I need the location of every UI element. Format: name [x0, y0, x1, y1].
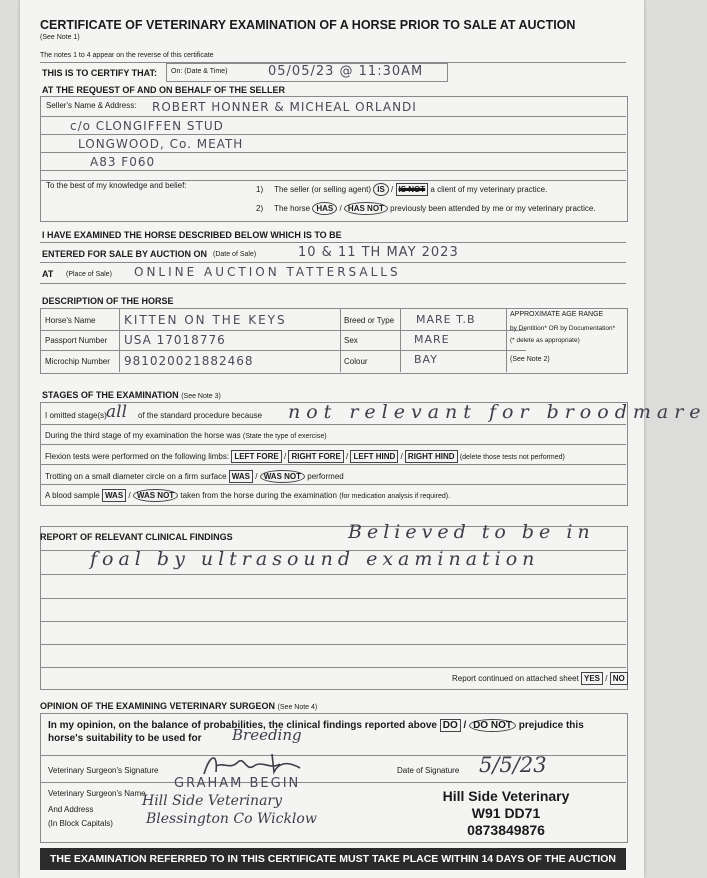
- blood-was[interactable]: WAS: [102, 489, 126, 502]
- date-of-sale: 10 & 11 TH MAY 2023: [298, 245, 459, 260]
- description-heading: DESCRIPTION OF THE HORSE: [42, 296, 174, 306]
- certificate-page: [20, 0, 707, 878]
- omitted-label: I omitted stage(s): [45, 411, 107, 420]
- examined-heading: I HAVE EXAMINED THE HORSE DESCRIBED BELOW WHICH IS TO BE: [42, 230, 342, 240]
- limb-left-fore[interactable]: LEFT FORE: [231, 450, 281, 463]
- vet-signature: [200, 748, 310, 778]
- has-not-option[interactable]: HAS NOT: [344, 202, 388, 215]
- block-capitals-label: (In Block Capitals): [48, 819, 113, 828]
- continued-yes[interactable]: YES: [581, 672, 603, 685]
- at-label: AT: [42, 269, 54, 279]
- age-line-2: by Dentition* OR by Documentation*: [510, 325, 616, 332]
- date-signature-label: Date of Signature: [397, 766, 460, 775]
- flexion-line: Flexion tests were performed on the following limbs: LEFT FORE / RIGHT FORE / LEFT HIND / RIGHT HIND (delete those tests not performed): [45, 452, 565, 461]
- horse-name: KITTEN ON THE KEYS: [124, 313, 287, 327]
- breed: MARE T.B: [416, 313, 476, 326]
- place-of-sale: ONLINE AUCTION TATTERSALLS: [134, 265, 401, 279]
- vet-address-label: And Address: [48, 805, 94, 814]
- vet-address-2: Blessington Co Wicklow: [146, 811, 317, 827]
- place-label: (Place of Sale): [66, 271, 112, 278]
- passport-number: USA 17018776: [124, 333, 226, 347]
- date-of-sale-label: (Date of Sale): [213, 251, 257, 258]
- blood-was-not[interactable]: WAS NOT: [133, 489, 178, 502]
- passport-label: Passport Number: [45, 336, 108, 345]
- entered-label: ENTERED FOR SALE BY AUCTION ON: [42, 249, 208, 259]
- continued-no[interactable]: NO: [610, 672, 628, 685]
- limb-left-hind[interactable]: LEFT HIND: [350, 450, 398, 463]
- seller-line-2: c/o CLONGIFFEN STUD: [70, 119, 224, 133]
- omitted-stages: all: [106, 402, 128, 422]
- breed-label: Breed or Type: [344, 316, 395, 325]
- on-label: On: (Date & Time): [171, 68, 228, 75]
- has-option[interactable]: HAS: [312, 202, 337, 215]
- seller-line-1: ROBERT HONNER & MICHEAL ORLANDI: [152, 100, 417, 114]
- microchip-number: 981020021882468: [124, 354, 254, 368]
- seller-line-3: LONGWOOD, Co. MEATH: [78, 137, 244, 151]
- trotting-was[interactable]: WAS: [229, 470, 253, 483]
- request-label: AT THE REQUEST OF AND ON BEHALF OF THE SELLER: [42, 85, 285, 95]
- omitted-reason: not relevant for broodmare: [288, 401, 707, 423]
- vet-name-label: Veterinary Surgeon's Name: [48, 789, 146, 798]
- sex: MARE: [414, 333, 450, 346]
- microchip-label: Microchip Number: [45, 357, 110, 366]
- age-line-3: (* delete as appropriate): [510, 337, 580, 344]
- omitted-post: of the standard procedure because: [138, 411, 263, 420]
- vet-stamp-phone: 0873849876: [467, 822, 545, 838]
- colour-label: Colour: [344, 357, 368, 366]
- is-option[interactable]: IS: [373, 183, 389, 196]
- colour: BAY: [414, 353, 438, 366]
- notes-line: The notes 1 to 4 appear on the reverse of this certificate: [40, 52, 214, 59]
- report-continued: Report continued on attached sheet YES / NO: [452, 672, 628, 685]
- suitability-use: Breeding: [232, 726, 302, 744]
- opinion-text-1: In my opinion, on the balance of probabilities, the clinical findings reported above DO / DO NOT prejudice this: [48, 720, 584, 731]
- opinion-text-3: horse's suitability to be used for: [48, 733, 202, 744]
- see-note-1: (See Note 1): [40, 34, 80, 41]
- certificate-title: CERTIFICATE OF VETERINARY EXAMINATION OF A HORSE PRIOR TO SALE AT AUCTION: [40, 18, 576, 32]
- trotting-line: Trotting on a small diameter circle on a firm surface WAS / WAS NOT performed: [45, 472, 344, 481]
- vet-stamp-eircode: W91 DD71: [471, 805, 541, 821]
- do-option[interactable]: DO: [440, 719, 461, 732]
- trotting-was-not[interactable]: WAS NOT: [260, 470, 305, 483]
- findings-line-2: foal by ultrasound examination: [90, 548, 540, 570]
- footer-banner: THE EXAMINATION REFERRED TO IN THIS CERTIFICATE MUST TAKE PLACE WITHIN 14 DAYS OF THE AUCTION: [40, 848, 626, 870]
- findings-line-1: Believed to be in: [348, 521, 595, 543]
- age-note: (See Note 2): [510, 356, 550, 363]
- horse-name-label: Horse's Name: [45, 316, 96, 325]
- third-stage-label: During the third stage of my examination the horse was (State the type of exercise): [45, 431, 327, 440]
- vet-name: GRAHAM BEGIN: [174, 776, 301, 791]
- vet-stamp-name: Hill Side Veterinary: [442, 788, 570, 804]
- seller-client-statement: 1) The seller (or selling agent) IS / IS NOT a client of my veterinary practice.: [256, 185, 548, 194]
- knowledge-label: To the best of my knowledge and belief:: [46, 181, 187, 190]
- signature-label: Veterinary Surgeon's Signature: [48, 766, 159, 775]
- certify-label: THIS IS TO CERTIFY THAT:: [42, 68, 158, 78]
- seller-label: Seller's Name & Address:: [46, 101, 137, 110]
- date-of-signature: 5/5/23: [479, 753, 547, 777]
- blood-line: A blood sample WAS / WAS NOT taken from the horse during the examination (for medication analysis if required).: [45, 491, 451, 500]
- age-title: APPROXIMATE AGE RANGE: [510, 311, 604, 318]
- opinion-heading: OPINION OF THE EXAMINING VETERINARY SURGEON (See Note 4): [40, 701, 318, 711]
- stages-heading: STAGES OF THE EXAMINATION (See Note 3): [42, 390, 221, 400]
- limb-right-hind[interactable]: RIGHT HIND: [405, 450, 458, 463]
- sex-label: Sex: [344, 336, 358, 345]
- is-not-option[interactable]: IS NOT: [396, 183, 429, 196]
- exam-date-time: 05/05/23 @ 11:30AM: [268, 64, 424, 79]
- do-not-option[interactable]: DO NOT: [469, 719, 516, 732]
- horse-attended-statement: 2) The horse HAS / HAS NOT previously been attended by me or my veterinary practice.: [256, 204, 596, 213]
- vet-address-1: Hill Side Veterinary: [142, 793, 283, 809]
- seller-line-4: A83 F060: [90, 155, 156, 169]
- findings-heading: REPORT OF RELEVANT CLINICAL FINDINGS: [40, 532, 233, 542]
- limb-right-fore[interactable]: RIGHT FORE: [288, 450, 343, 463]
